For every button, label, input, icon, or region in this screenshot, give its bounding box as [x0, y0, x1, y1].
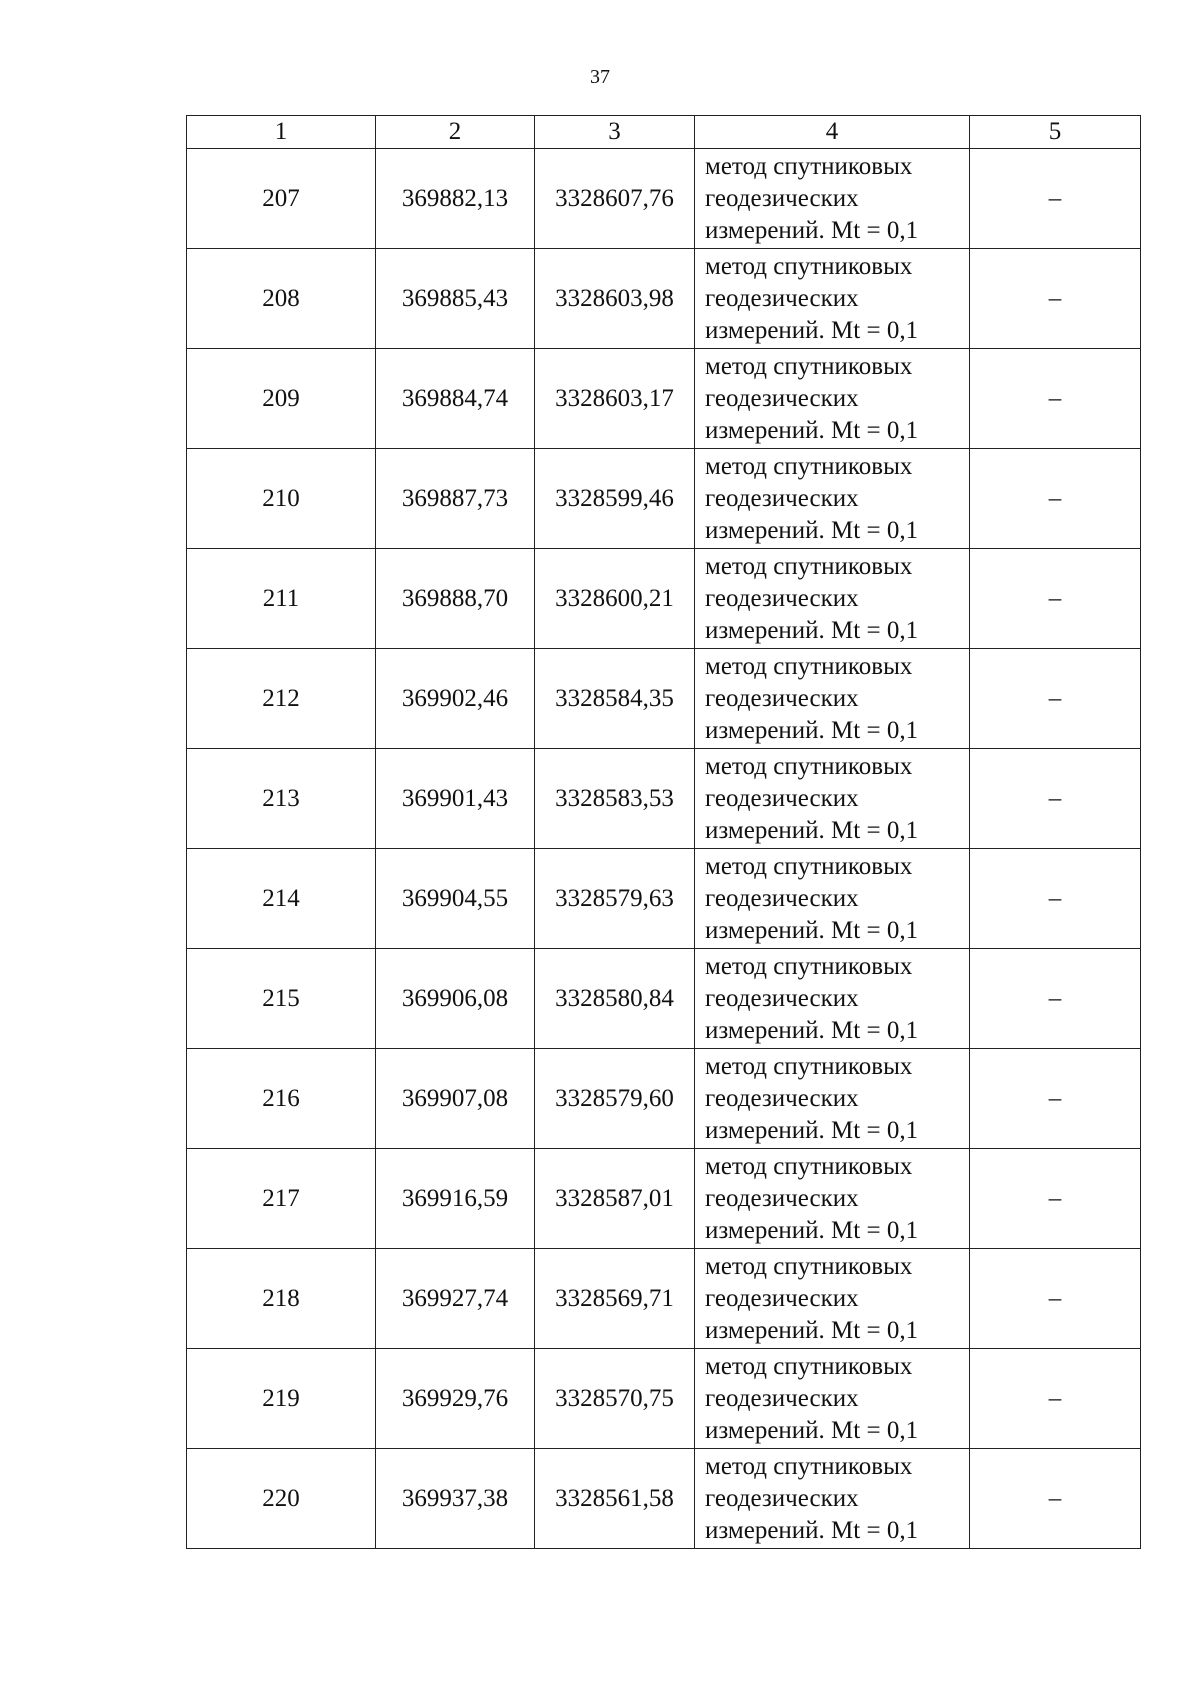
method-line: измерений. Mt = 0,1: [705, 1016, 919, 1044]
x-coordinate-cell: 369916,59: [376, 1149, 535, 1249]
method-line: метод спутниковых: [705, 752, 913, 780]
method-line: метод спутниковых: [705, 1352, 913, 1380]
coordinates-table: [186, 115, 1141, 1549]
note-cell: –: [970, 849, 1141, 949]
y-coordinate-cell: 3328580,84: [535, 949, 695, 1049]
point-number-cell: 218: [187, 1249, 376, 1349]
method-line: геодезических: [705, 1284, 859, 1312]
method-line: метод спутниковых: [705, 1052, 913, 1080]
method-line: измерений. Mt = 0,1: [705, 416, 919, 444]
method-cell: [695, 949, 970, 1049]
method-line: метод спутниковых: [705, 652, 913, 680]
header-col-3: 3: [535, 116, 695, 149]
method-line: метод спутниковых: [705, 552, 913, 580]
table-row: [187, 449, 1141, 549]
table-row: [187, 1049, 1141, 1149]
header-col-4: 4: [695, 116, 970, 149]
x-coordinate-cell: 369902,46: [376, 649, 535, 749]
note-cell: –: [970, 549, 1141, 649]
method-line: геодезических: [705, 984, 859, 1012]
x-coordinate-cell: 369929,76: [376, 1349, 535, 1449]
note-cell: –: [970, 149, 1141, 249]
method-line: измерений. Mt = 0,1: [705, 716, 919, 744]
point-number-cell: 217: [187, 1149, 376, 1249]
table-row: [187, 949, 1141, 1049]
method-cell: [695, 549, 970, 649]
note-cell: –: [970, 1349, 1141, 1449]
header-col-1: 1: [187, 116, 376, 149]
y-coordinate-cell: 3328583,53: [535, 749, 695, 849]
y-coordinate-cell: 3328607,76: [535, 149, 695, 249]
method-line: геодезических: [705, 684, 859, 712]
method-cell: [695, 1449, 970, 1549]
method-line: измерений. Mt = 0,1: [705, 516, 919, 544]
method-line: метод спутниковых: [705, 952, 913, 980]
table-row: [187, 749, 1141, 849]
y-coordinate-cell: 3328570,75: [535, 1349, 695, 1449]
table-row: [187, 1449, 1141, 1549]
method-line: измерений. Mt = 0,1: [705, 216, 919, 244]
method-line: измерений. Mt = 0,1: [705, 816, 919, 844]
method-cell: [695, 1249, 970, 1349]
table-header: [187, 116, 1141, 149]
y-coordinate-cell: 3328600,21: [535, 549, 695, 649]
method-cell: [695, 749, 970, 849]
point-number-cell: 207: [187, 149, 376, 249]
note-cell: –: [970, 649, 1141, 749]
table-row: [187, 1349, 1141, 1449]
method-line: геодезических: [705, 184, 859, 212]
method-line: измерений. Mt = 0,1: [705, 616, 919, 644]
method-cell: [695, 149, 970, 249]
method-cell: [695, 1349, 970, 1449]
method-cell: [695, 249, 970, 349]
method-line: геодезических: [705, 784, 859, 812]
method-line: измерений. Mt = 0,1: [705, 916, 919, 944]
point-number-cell: 209: [187, 349, 376, 449]
method-line: геодезических: [705, 584, 859, 612]
method-line: метод спутниковых: [705, 152, 913, 180]
method-line: измерений. Mt = 0,1: [705, 1316, 919, 1344]
y-coordinate-cell: 3328579,60: [535, 1049, 695, 1149]
y-coordinate-cell: 3328579,63: [535, 849, 695, 949]
point-number-cell: 210: [187, 449, 376, 549]
x-coordinate-cell: 369907,08: [376, 1049, 535, 1149]
table-row: [187, 1249, 1141, 1349]
method-line: метод спутниковых: [705, 352, 913, 380]
note-cell: –: [970, 949, 1141, 1049]
note-cell: –: [970, 1049, 1141, 1149]
header-row: [187, 116, 1141, 149]
point-number-cell: 215: [187, 949, 376, 1049]
table-row: [187, 149, 1141, 249]
point-number-cell: 213: [187, 749, 376, 849]
table-row: [187, 849, 1141, 949]
method-line: измерений. Mt = 0,1: [705, 1116, 919, 1144]
method-line: метод спутниковых: [705, 452, 913, 480]
page-number: 37: [590, 66, 610, 88]
note-cell: –: [970, 249, 1141, 349]
method-line: метод спутниковых: [705, 1252, 913, 1280]
y-coordinate-cell: 3328603,98: [535, 249, 695, 349]
y-coordinate-cell: 3328561,58: [535, 1449, 695, 1549]
method-line: геодезических: [705, 884, 859, 912]
method-cell: [695, 449, 970, 549]
point-number-cell: 219: [187, 1349, 376, 1449]
method-line: геодезических: [705, 384, 859, 412]
method-line: геодезических: [705, 1184, 859, 1212]
point-number-cell: 211: [187, 549, 376, 649]
x-coordinate-cell: 369884,74: [376, 349, 535, 449]
y-coordinate-cell: 3328569,71: [535, 1249, 695, 1349]
x-coordinate-cell: 369906,08: [376, 949, 535, 1049]
x-coordinate-cell: 369901,43: [376, 749, 535, 849]
method-cell: [695, 1149, 970, 1249]
y-coordinate-cell: 3328587,01: [535, 1149, 695, 1249]
table-row: [187, 1149, 1141, 1249]
method-cell: [695, 649, 970, 749]
point-number-cell: 212: [187, 649, 376, 749]
x-coordinate-cell: 369887,73: [376, 449, 535, 549]
method-line: метод спутниковых: [705, 852, 913, 880]
note-cell: –: [970, 449, 1141, 549]
header-col-5: 5: [970, 116, 1141, 149]
y-coordinate-cell: 3328603,17: [535, 349, 695, 449]
method-line: геодезических: [705, 484, 859, 512]
point-number-cell: 214: [187, 849, 376, 949]
header-col-2: 2: [376, 116, 535, 149]
x-coordinate-cell: 369888,70: [376, 549, 535, 649]
table-row: [187, 549, 1141, 649]
table-row: [187, 349, 1141, 449]
method-line: метод спутниковых: [705, 1452, 913, 1480]
method-line: геодезических: [705, 1084, 859, 1112]
method-line: геодезических: [705, 284, 859, 312]
method-line: измерений. Mt = 0,1: [705, 1216, 919, 1244]
x-coordinate-cell: 369904,55: [376, 849, 535, 949]
y-coordinate-cell: 3328599,46: [535, 449, 695, 549]
method-line: метод спутниковых: [705, 252, 913, 280]
method-cell: [695, 349, 970, 449]
note-cell: –: [970, 1449, 1141, 1549]
method-cell: [695, 1049, 970, 1149]
note-cell: –: [970, 1149, 1141, 1249]
table-row: [187, 249, 1141, 349]
x-coordinate-cell: 369937,38: [376, 1449, 535, 1549]
method-line: геодезических: [705, 1384, 859, 1412]
note-cell: –: [970, 1249, 1141, 1349]
table-body: [187, 149, 1141, 1549]
x-coordinate-cell: 369927,74: [376, 1249, 535, 1349]
note-cell: –: [970, 349, 1141, 449]
method-line: геодезических: [705, 1484, 859, 1512]
y-coordinate-cell: 3328584,35: [535, 649, 695, 749]
method-line: измерений. Mt = 0,1: [705, 316, 919, 344]
method-line: измерений. Mt = 0,1: [705, 1416, 919, 1444]
method-line: измерений. Mt = 0,1: [705, 1516, 919, 1544]
point-number-cell: 220: [187, 1449, 376, 1549]
table-row: [187, 649, 1141, 749]
x-coordinate-cell: 369885,43: [376, 249, 535, 349]
method-cell: [695, 849, 970, 949]
point-number-cell: 216: [187, 1049, 376, 1149]
method-line: метод спутниковых: [705, 1152, 913, 1180]
note-cell: –: [970, 749, 1141, 849]
x-coordinate-cell: 369882,13: [376, 149, 535, 249]
point-number-cell: 208: [187, 249, 376, 349]
